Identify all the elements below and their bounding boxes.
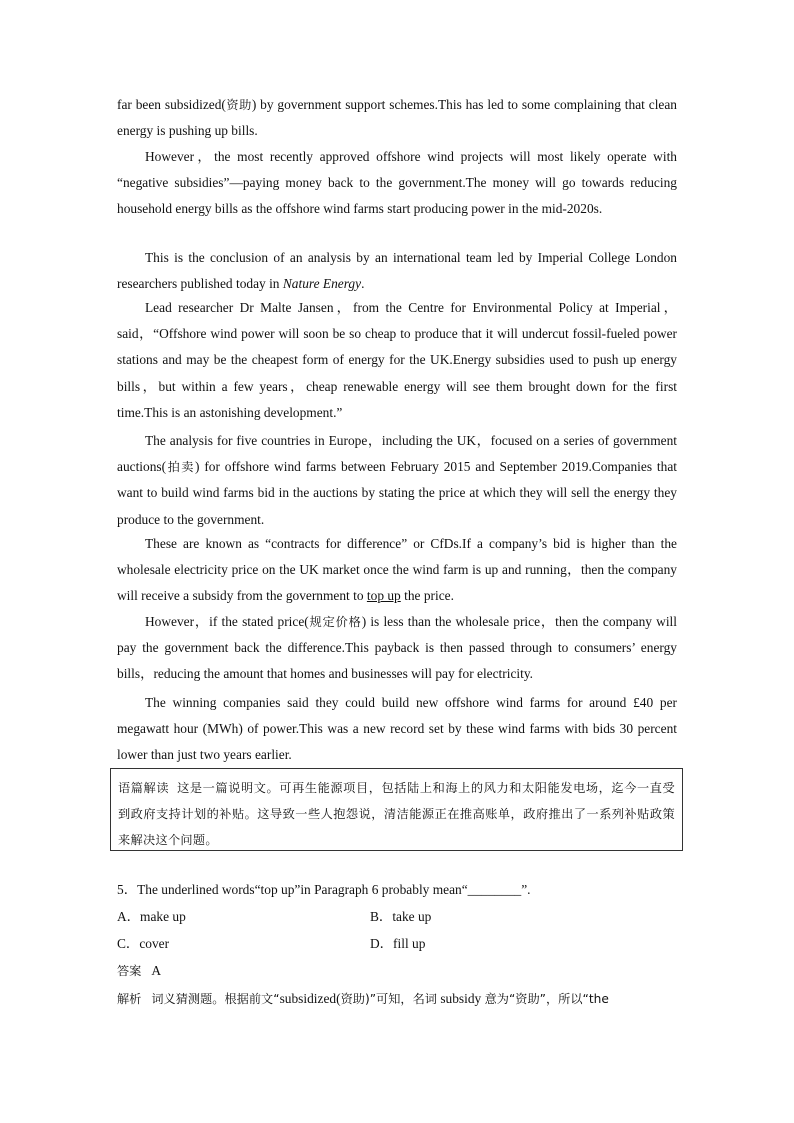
explanation-line: 解析 词义猜测题。根据前文“subsidized(资助)”可知，名词 subsidy 意为“资助”，所以“the <box>117 991 609 1006</box>
journal-name: Nature Energy <box>282 276 362 292</box>
paragraph-4: Lead researcher Dr Malte Jansen，from the Centre for Environmental Policy at Imperial，said，“Offshore wind power will soon be so cheap to produce that it will undercut fossil-fueled power stations and may be the cheapest form of energy for the UK.Energy subsidies used to push up energy bills，but within a few years，cheap renewable energy will see them brought down for the first time.This is an astonishing development.” <box>117 300 677 420</box>
paragraph-5: The analysis for five countries in Europe，including the UK，focused on a series of government auctions(拍卖) for offshore wind farms between February 2015 and September 2019.Companies that want to build wind farms bid in the auctions by stating the price at which they will sell the energy they produce to the government. <box>117 433 677 527</box>
paragraph-8: The winning companies said they could build new offshore wind farms for around £40 per megawatt hour (MWh) of power.This was a new record set by these wind farms with bids 30 percent lower than just two years earlier. <box>117 695 677 763</box>
option-a: A．make up <box>117 909 186 924</box>
paragraph-3: This is the conclusion of an analysis by an international team led by Imperial College London researchers published today in Nature Energy. <box>117 250 677 292</box>
paragraph-6: These are known as “contracts for difference” or CfDs.If a company’s bid is higher than the wholesale electricity price on the UK market once the wind farm is up and running，then the company will receive a subsidy from the government to top up the price. <box>117 536 677 604</box>
paragraph-7: However，if the stated price(规定价格) is less than the wholesale price，then the company will pay the government back the difference.This payback is then passed through to consumers’ energy bills，reducing the amount that homes and businesses will pay for electricity. <box>117 614 677 682</box>
answer-label: 答案 <box>117 964 142 978</box>
explanation-label: 解析 <box>117 992 142 1006</box>
analysis-text: 这是一篇说明文。可再生能源项目，包括陆上和海上的风力和太阳能发电场，迄今一直受到政府支持计划的补贴。这导致一些人抱怨说，清洁能源正在推高账单，政府推出了一系列补贴政策来解决这个问题。 <box>118 781 676 847</box>
question-stem: 5．The underlined words“top up”in Paragraph 6 probably mean“________”. <box>117 882 531 897</box>
paragraph-1: far been subsidized(资助) by government support schemes.This has led to some complaining that clean energy is pushing up bills. <box>117 97 678 139</box>
answer-line <box>117 961 161 981</box>
option-c: C．cover <box>117 936 170 951</box>
option-d: D．fill up <box>370 936 426 951</box>
paragraph-2: However，the most recently approved offshore wind projects will most likely operate with “negative subsidies”—paying money back to the government.The money will go towards reducing household energy bills as the offshore wind farms start producing power in the mid-2020s. <box>117 149 677 217</box>
analysis-box <box>110 768 683 851</box>
underlined-words: top up <box>366 588 401 604</box>
answer-value: A <box>151 963 162 978</box>
analysis-label: 语篇解读 <box>118 781 170 795</box>
option-b: B．take up <box>370 909 432 924</box>
